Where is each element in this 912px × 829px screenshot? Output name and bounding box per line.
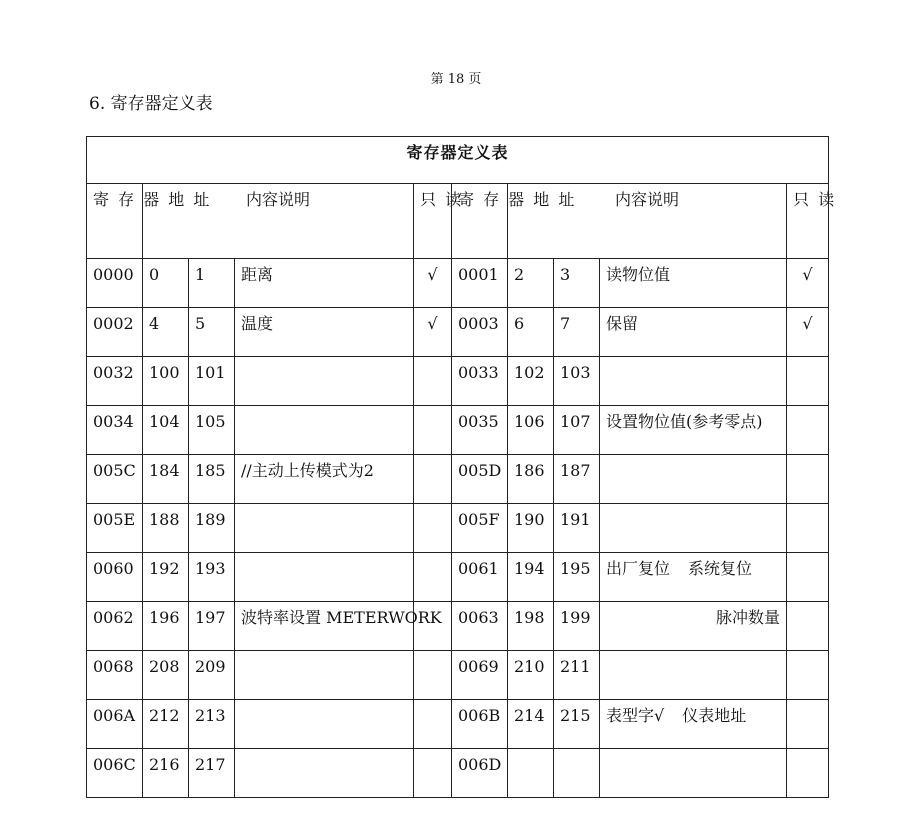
byte-b: 187 <box>554 455 600 504</box>
byte-a: 190 <box>508 504 554 553</box>
description <box>600 308 787 357</box>
description <box>235 553 414 602</box>
byte-a: 106 <box>508 406 554 455</box>
byte-b: 1 <box>189 259 235 308</box>
description <box>235 651 414 700</box>
readonly-mark <box>414 700 452 749</box>
register-address: 0068 <box>87 651 143 700</box>
byte-b: 197 <box>189 602 235 651</box>
register-address: 0003 <box>452 308 508 357</box>
byte-b: 107 <box>554 406 600 455</box>
register-address: 0032 <box>87 357 143 406</box>
table-title: 寄存器定义表 <box>87 137 829 184</box>
readonly-mark <box>787 357 829 406</box>
description <box>600 602 787 651</box>
register-address: 006B <box>452 700 508 749</box>
description <box>600 357 787 406</box>
table-row <box>87 308 829 357</box>
table-row <box>87 406 829 455</box>
byte-a: 198 <box>508 602 554 651</box>
description <box>600 651 787 700</box>
readonly-mark: √ <box>787 308 829 357</box>
table-row <box>87 504 829 553</box>
table-row <box>87 602 829 651</box>
readonly-mark <box>414 651 452 700</box>
byte-b: 3 <box>554 259 600 308</box>
byte-a: 194 <box>508 553 554 602</box>
description <box>235 308 414 357</box>
register-address: 005E <box>87 504 143 553</box>
byte-b: 215 <box>554 700 600 749</box>
readonly-mark: √ <box>414 259 452 308</box>
description <box>235 455 414 504</box>
description-text: //主动上传模式为2 <box>241 461 374 480</box>
header-address: 寄 存 器 地 址 <box>452 184 508 259</box>
description <box>600 553 787 602</box>
readonly-mark <box>414 455 452 504</box>
readonly-mark <box>414 553 452 602</box>
description-text: 表型字√ <box>606 706 665 725</box>
byte-a: 102 <box>508 357 554 406</box>
readonly-mark <box>787 553 829 602</box>
byte-b: 185 <box>189 455 235 504</box>
readonly-mark <box>414 749 452 798</box>
description <box>235 357 414 406</box>
description <box>235 700 414 749</box>
description-text-2: 仪表地址 <box>682 706 747 725</box>
byte-a: 186 <box>508 455 554 504</box>
description <box>600 406 787 455</box>
header-description: 内容说明 <box>143 184 414 259</box>
table-row <box>87 749 829 798</box>
header-address: 寄 存 器 地 址 <box>87 184 143 259</box>
table-row <box>87 455 829 504</box>
byte-a: 184 <box>143 455 189 504</box>
byte-b: 199 <box>554 602 600 651</box>
byte-b: 5 <box>189 308 235 357</box>
byte-b <box>554 749 600 798</box>
register-address: 0001 <box>452 259 508 308</box>
readonly-mark: √ <box>414 308 452 357</box>
byte-a: 0 <box>143 259 189 308</box>
register-address: 005C <box>87 455 143 504</box>
description <box>600 749 787 798</box>
description-text: 波特率设置 METERWORK <box>241 608 442 627</box>
readonly-mark <box>787 749 829 798</box>
description <box>235 602 442 651</box>
register-address: 0069 <box>452 651 508 700</box>
table-row <box>87 553 829 602</box>
register-table <box>86 136 837 798</box>
byte-a: 4 <box>143 308 189 357</box>
byte-a: 188 <box>143 504 189 553</box>
readonly-mark <box>414 357 452 406</box>
description-text-2: 系统复位 <box>688 559 753 578</box>
byte-b: 191 <box>554 504 600 553</box>
byte-a: 100 <box>143 357 189 406</box>
section-heading: 6. 寄存器定义表 <box>89 94 213 114</box>
description-text: 脉冲数量 <box>715 608 780 627</box>
byte-a: 192 <box>143 553 189 602</box>
register-address: 0062 <box>87 602 143 651</box>
description <box>600 700 787 749</box>
table-row <box>87 259 829 308</box>
byte-b: 195 <box>554 553 600 602</box>
description <box>235 406 414 455</box>
byte-b: 213 <box>189 700 235 749</box>
readonly-mark <box>787 602 829 651</box>
byte-b: 103 <box>554 357 600 406</box>
description <box>235 259 414 308</box>
byte-b: 7 <box>554 308 600 357</box>
byte-a: 214 <box>508 700 554 749</box>
header-description: 内容说明 <box>508 184 787 259</box>
byte-b: 211 <box>554 651 600 700</box>
readonly-mark <box>414 504 452 553</box>
byte-a: 210 <box>508 651 554 700</box>
register-address: 0063 <box>452 602 508 651</box>
header-readonly: 只 读 <box>787 184 829 259</box>
byte-b: 209 <box>189 651 235 700</box>
description-text: 保留 <box>606 314 639 333</box>
description-text: 设置物位值(参考零点) <box>606 412 763 431</box>
byte-b: 105 <box>189 406 235 455</box>
register-address: 0033 <box>452 357 508 406</box>
register-address: 0060 <box>87 553 143 602</box>
register-address: 0061 <box>452 553 508 602</box>
table-row <box>87 700 829 749</box>
description <box>600 504 787 553</box>
description <box>600 455 787 504</box>
readonly-mark: √ <box>787 259 829 308</box>
byte-b: 101 <box>189 357 235 406</box>
register-address: 006D <box>452 749 508 798</box>
description-text: 温度 <box>241 314 274 333</box>
byte-a <box>508 749 554 798</box>
description-text: 出厂复位 <box>606 559 671 578</box>
register-address: 005F <box>452 504 508 553</box>
register-address: 0002 <box>87 308 143 357</box>
page-number: 第 18 页 <box>430 72 482 87</box>
readonly-mark <box>787 651 829 700</box>
byte-a: 104 <box>143 406 189 455</box>
description-text: 距离 <box>241 265 274 284</box>
description <box>600 259 787 308</box>
description-text: 读物位值 <box>606 265 671 284</box>
byte-a: 6 <box>508 308 554 357</box>
readonly-mark <box>414 406 452 455</box>
byte-a: 2 <box>508 259 554 308</box>
readonly-mark <box>787 455 829 504</box>
readonly-mark <box>787 504 829 553</box>
byte-a: 196 <box>143 602 189 651</box>
description <box>235 749 414 798</box>
description <box>235 504 414 553</box>
byte-a: 208 <box>143 651 189 700</box>
register-address: 0035 <box>452 406 508 455</box>
byte-b: 217 <box>189 749 235 798</box>
byte-a: 212 <box>143 700 189 749</box>
register-address: 005D <box>452 455 508 504</box>
table-row <box>87 357 829 406</box>
table-row <box>87 651 829 700</box>
register-address: 006A <box>87 700 143 749</box>
header-readonly: 只 读 <box>414 184 452 259</box>
register-address: 006C <box>87 749 143 798</box>
readonly-mark <box>787 406 829 455</box>
readonly-mark <box>787 700 829 749</box>
register-address: 0000 <box>87 259 143 308</box>
register-address: 0034 <box>87 406 143 455</box>
byte-a: 216 <box>143 749 189 798</box>
byte-b: 189 <box>189 504 235 553</box>
byte-b: 193 <box>189 553 235 602</box>
